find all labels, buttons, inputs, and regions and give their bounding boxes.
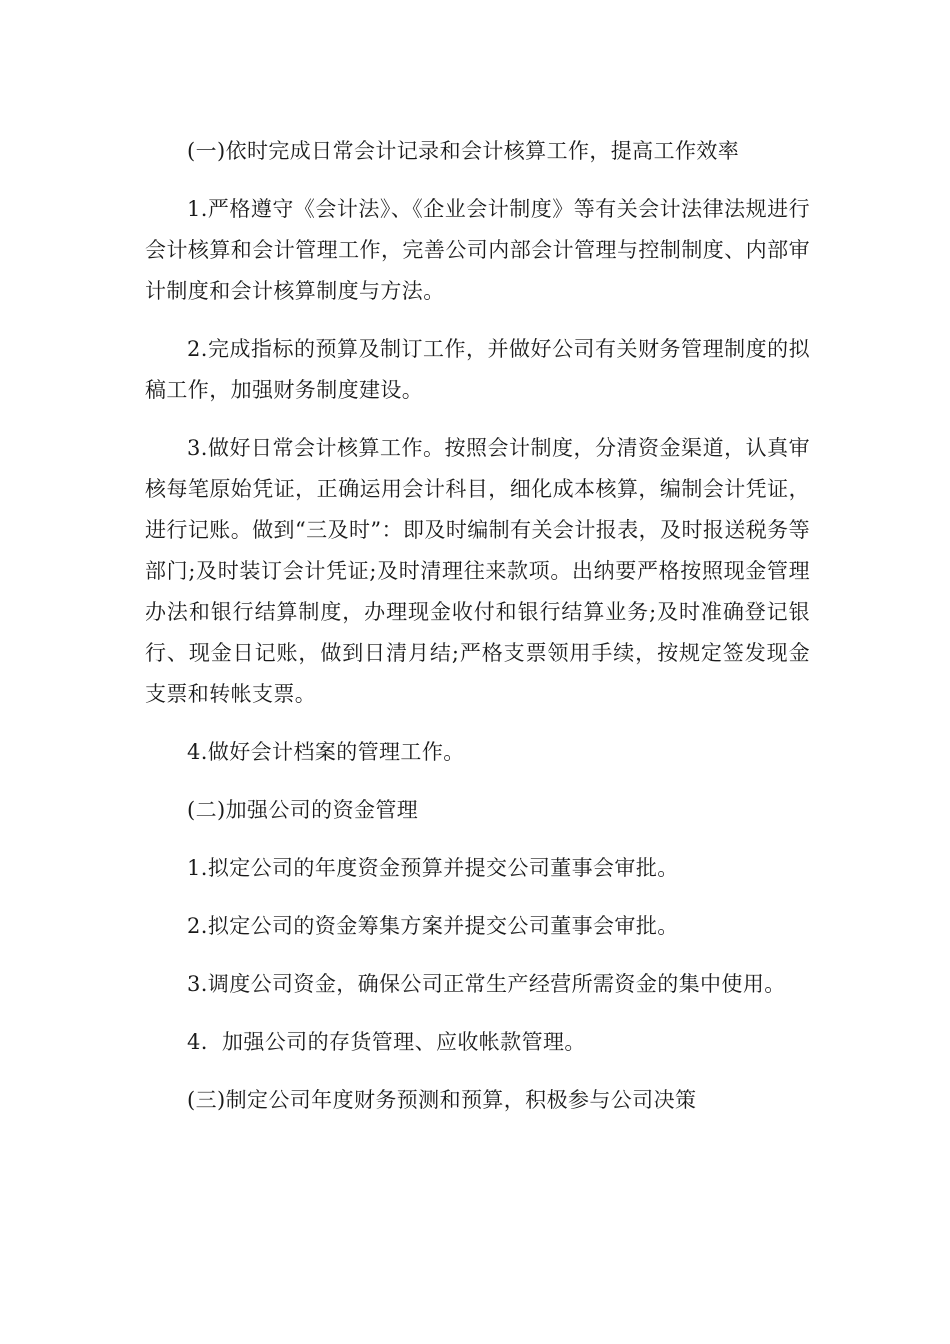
section-heading-3: (三)制定公司年度财务预测和预算，积极参与公司决策 [187, 1088, 697, 1112]
paragraph-2-3: 3.调度公司资金，确保公司正常生产经营所需资金的集中使用。 [187, 972, 786, 996]
paragraph-1-1: 1.严格遵守《会计法》、《企业会计制度》等有关会计法律法规进行会计核算和会计管理工作，完善公司内部会计管理与控制制度、内部审计制度和会计核算制度与方法。 [145, 197, 810, 303]
paragraph-1-4: 4.做好会计档案的管理工作。 [187, 740, 465, 764]
section-heading-2: (二)加强公司的资金管理 [187, 798, 419, 822]
paragraph-2-1: 1.拟定公司的年度资金预算并提交公司董事会审批。 [187, 856, 679, 880]
section-heading-1: (一)依时完成日常会计记录和会计核算工作，提高工作效率 [187, 139, 740, 163]
paragraph-1-3: 3.做好日常会计核算工作。按照会计制度，分清资金渠道，认真审核每笔原始凭证，正确运用会计科目，细化成本核算，编制会计凭证，进行记账。做到“三及时”：即及时编制有关会计报表，及时报送税务等部门;及时装订会计凭证;及时清理往来款项。出纳要严格按照现金管理办法和银行结算制度，办理现金收付和银行结算业务;及时准确登记银行、现金日记账，做到日清月结;严格支票领用手续，按规定签发现金支票和转帐支票。 [145, 436, 810, 706]
document-body [145, 131, 810, 1138]
paragraph-2-2: 2.拟定公司的资金筹集方案并提交公司董事会审批。 [187, 914, 679, 938]
paragraph-1-2: 2.完成指标的预算及制订工作，并做好公司有关财务管理制度的拟稿工作，加强财务制度建设。 [145, 337, 810, 402]
paragraph-2-4: 4. 加强公司的存货管理、应收帐款管理。 [187, 1030, 586, 1054]
